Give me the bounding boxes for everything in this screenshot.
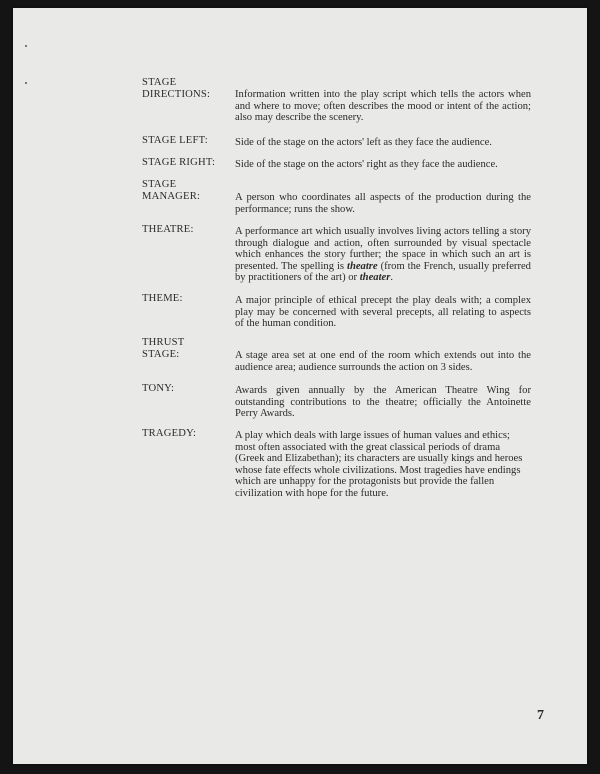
glossary-term: STAGE LEFT: <box>142 135 208 146</box>
definition-emphasis: theater <box>359 272 391 284</box>
glossary-term: TONY: <box>142 383 175 394</box>
glossary-definition: A play which deals with large issues of human values and ethics; most often associated with the great classical periods of drama (Greek and Elizabethan); its characters are usually kings and heroes whose fate effects whole civilizations. Most tragedies have endings which are unhappy for the protagonists but provide the fallen civilization with hope for the future. <box>235 430 523 499</box>
glossary-definition: A stage area set at one end of the room which extends out into the audience area; audience surrounds the action on 3 sides. <box>235 350 531 373</box>
glossary-term: TRAGEDY: <box>142 428 197 439</box>
document-page <box>13 8 587 764</box>
glossary-definition: Awards given annually by the American Theatre Wing for outstanding contributions to the theatre; officially the Antoinette Perry Awards. <box>235 385 531 420</box>
glossary-term: STAGE MANAGER: <box>142 179 201 202</box>
glossary-definition: Side of the stage on the actors' right as they face the audience. <box>235 159 498 170</box>
punch-mark <box>25 82 27 84</box>
definition-text: (from the French, usually preferred by practitioners of the art) or <box>235 260 531 284</box>
glossary-term: THEME: <box>142 293 183 304</box>
definition-text: . <box>390 272 393 284</box>
glossary-definition: Side of the stage on the actors' left as they face the audience. <box>235 137 492 148</box>
glossary-term: STAGE DIRECTIONS: <box>142 77 211 100</box>
glossary-definition: A person who coordinates all aspects of the production during the performance; runs the show. <box>235 192 531 215</box>
definition-emphasis: theatre <box>347 260 378 272</box>
glossary-term: THEATRE: <box>142 224 194 235</box>
glossary-definition: Information written into the play script which tells the actors when and where to move; often describes the mood or intent of the action; also may describe the scenery. <box>235 89 531 124</box>
glossary-term: STAGE RIGHT: <box>142 157 216 168</box>
page-number: 7 <box>537 708 544 723</box>
glossary-definition: A major principle of ethical precept the play deals with; a complex play may be concerned with several precepts, all relating to aspects of the human condition. <box>235 295 531 330</box>
glossary-definition <box>235 226 531 284</box>
glossary-term: THRUST STAGE: <box>142 337 185 360</box>
punch-mark <box>25 45 27 47</box>
definition-text: A performance art which usually involves living actors telling a story through dialogue and action, often surrounded by visual spectacle which enhances the story further; the space in which such an art is presented. The spelling is <box>235 226 531 272</box>
